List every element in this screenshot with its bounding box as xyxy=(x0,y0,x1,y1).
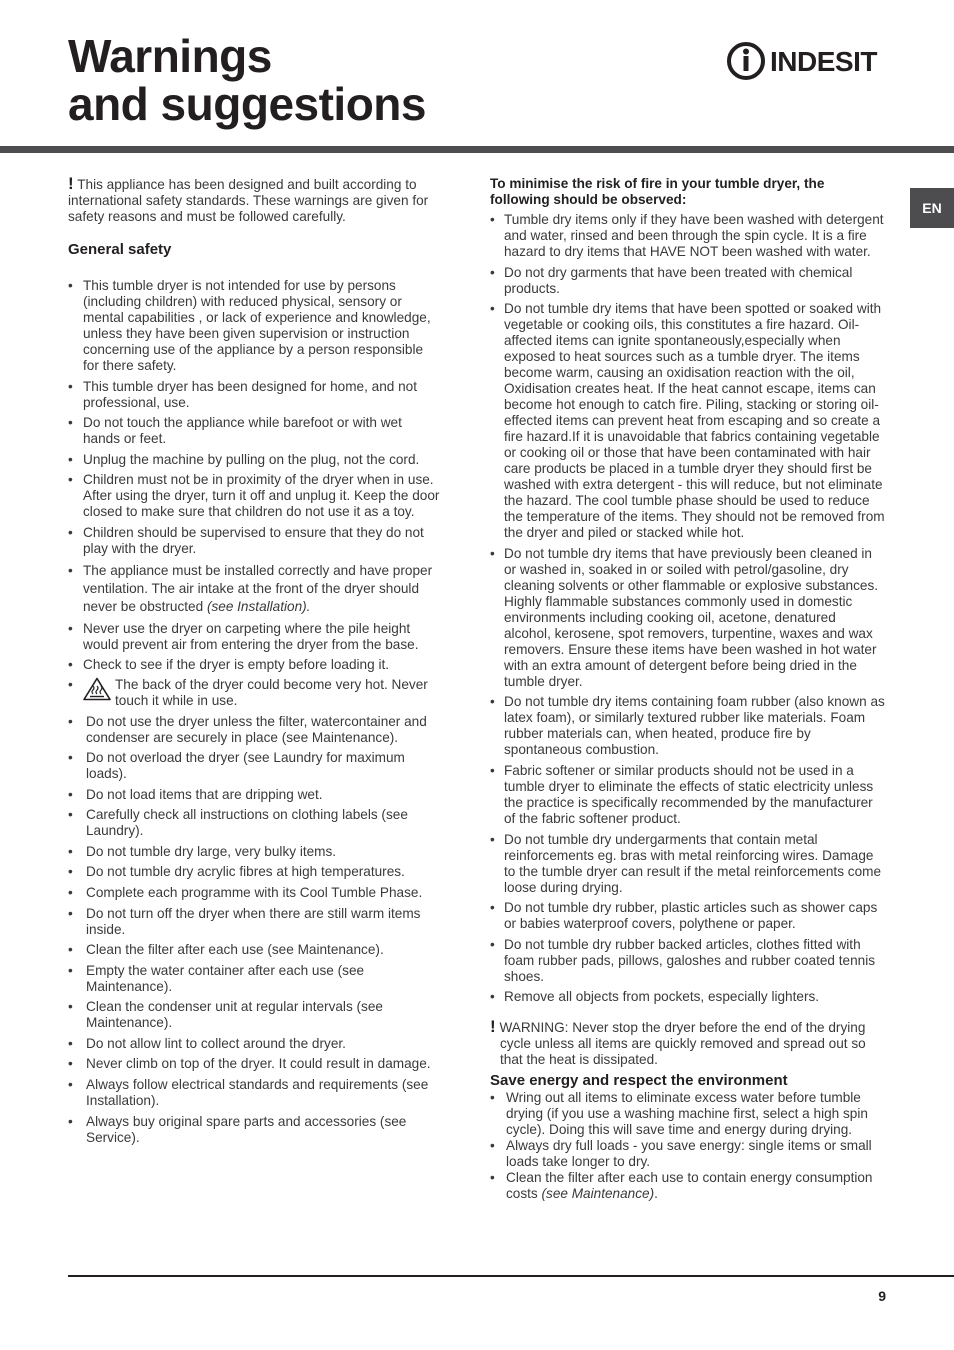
page-title-line-2: and suggestions xyxy=(68,78,426,130)
list-item: • Unplug the machine by pulling on the plug, not the cord. xyxy=(68,452,440,468)
list-item: • Tumble dry items only if they have been washed with detergent and water, rinsed and been through the spin cycle. It is a fire hazard to dry items that HAVE NOT been washed with water. xyxy=(490,212,886,260)
list-item: • This tumble dryer has been designed for home, and not professional, use. xyxy=(68,379,440,411)
list-item: • Clean the condenser unit at regular intervals (see Maintenance). xyxy=(68,999,440,1031)
list-item: • Wring out all items to eliminate excess water before tumble drying (if you use a washing machine first, select a high spin cycle). Doing this will save time and energy during drying. xyxy=(490,1090,886,1138)
list-item: • Do not dry garments that have been treated with chemical products. xyxy=(490,265,886,297)
list-item: • Do not tumble dry rubber, plastic articles such as shower caps or babies waterproof covers, polythene or paper. xyxy=(490,900,886,932)
footer-rule xyxy=(68,1275,954,1277)
energy-last-end: . xyxy=(654,1186,658,1202)
language-tab: EN xyxy=(910,188,954,228)
intro-text: This appliance has been designed and built according to international safety standards. These warnings are given for safety reasons and must be followed carefully. xyxy=(68,177,429,224)
list-item: • Do not load items that are dripping wet. xyxy=(68,787,440,803)
list-item: • Do not tumble dry acrylic fibres at high temperatures. xyxy=(68,864,440,880)
indesit-logo xyxy=(726,40,888,82)
fire-risk-list xyxy=(490,212,886,1005)
fire-risk-heading: To minimise the risk of fire in your tumble dryer, the following should be observed: xyxy=(490,176,825,207)
warning-text: WARNING: Never stop the dryer before the end of the drying cycle unless all items are quickly removed and spread out so that the heat is dissipated. xyxy=(499,1020,866,1068)
list-item: • Do not tumble dry items that have previously been cleaned in or washed in, soaked in or soiled with petrol/gasoline, dry cleaning solvents or other flammable or explosive substances. Highly flammable substances commonly used in domestic environments including cooking oil, acetone, denatured alcohol, kerosene, spot removers, turpentine, waxes and wax removers. Ensure these items have been washed in hot water with an extra amount of detergent before being dried in the tumble dryer. xyxy=(490,546,886,690)
page-title xyxy=(68,32,426,128)
list-item: • Do not tumble dry items that have been spotted or soaked with vegetable or cooking oils, this constitutes a fire hazard. Oil-affected items can ignite spontaneously,especially when exposed to heat sources such as a tumble dryer. The items become warm, causing an oxidisation reaction with the oil, Oxidisation creates heat. If the heat cannot escape, items can become hot enough to catch fire. Piling, stacking or storing oil-effected items can prevent heat from escaping and so create a fire hazard.If it is unavoidable that fabrics containing vegetable or cooking oil or those that have been contaminated with hair care products be placed in a tumble dryer they should first be washed with extra detergent - this will reduce, but not eliminate the hazard. The cool tumble phase should be used to reduce the temperature of the items. They should not be removed from the dryer and piled or stacked while hot. xyxy=(490,301,886,541)
exclamation-icon: ! xyxy=(68,174,74,193)
list-item: • Always dry full loads - you save energy: single items or small loads take longer to dry. xyxy=(490,1138,886,1170)
list-item: • Do not tumble dry undergarments that contain metal reinforcements eg. bras with metal reinforcing wires. Damage to the tumble dryer can result if the metal reinforcements come loose during drying. xyxy=(490,832,886,896)
list-item: • Fabric softener or similar products should not be used in a tumble dryer to eliminate the effects of static electricity unless the practice is specifically recommended by the manufacturer of the fabric softener product. xyxy=(490,763,886,827)
energy-list xyxy=(490,1090,886,1202)
list-item-hot-surface xyxy=(68,677,440,709)
list-item: • Do not tumble dry large, very bulky items. xyxy=(68,844,440,860)
list-item: • Never climb on top of the dryer. It could result in damage. xyxy=(68,1056,440,1072)
list-item: • Always buy original spare parts and accessories (see Service). xyxy=(68,1114,440,1146)
right-column xyxy=(490,176,886,1202)
indesit-logo-icon xyxy=(726,40,888,82)
list-item: • Carefully check all instructions on clothing labels (see Laundry). xyxy=(68,807,440,839)
warning-paragraph xyxy=(490,1019,886,1068)
list-item: • Do not use the dryer unless the filter, watercontainer and condenser are securely in place (see Maintenance). xyxy=(68,714,440,746)
list-item: • Do not overload the dryer (see Laundry for maximum loads). xyxy=(68,750,440,782)
page-number: 9 xyxy=(878,1288,886,1304)
list-item: • Clean the filter after each use (see Maintenance). xyxy=(68,942,440,958)
list-item xyxy=(68,562,440,616)
left-column xyxy=(68,176,440,1146)
list-item xyxy=(490,1170,886,1202)
list-item: • Children should be supervised to ensure that they do not play with the dryer. xyxy=(68,525,440,557)
list-item: • Do not tumble dry rubber backed articles, clothes fitted with foam rubber pads, pillows, galoshes and rubber coated tennis shoes. xyxy=(490,937,886,985)
header-rule xyxy=(0,146,954,153)
list-item: • Never use the dryer on carpeting where the pile height would prevent air from entering the dryer from the base. xyxy=(68,621,440,653)
list-item: • Do not tumble dry items containing foam rubber (also known as latex foam), or similarly textured rubber like materials. Foam rubber materials can, when heated, produce fire by spontaneous combustion. xyxy=(490,694,886,758)
list-item: • Remove all objects from pockets, especially lighters. xyxy=(490,989,886,1005)
hot-surface-text: The back of the dryer could become very hot. Never touch it while in use. xyxy=(115,677,428,708)
ventilation-ref: (see Installation). xyxy=(206,599,311,614)
page-title-line-1: Warnings xyxy=(68,30,272,82)
list-item: • Do not turn off the dryer when there are still warm items inside. xyxy=(68,906,440,938)
intro-paragraph xyxy=(68,176,440,225)
list-item: • Children must not be in proximity of the dryer when in use. After using the dryer, turn it off and unplug it. Keep the door closed to make sure that children do not use it as a toy. xyxy=(68,472,440,520)
exclamation-icon: ! xyxy=(490,1017,496,1037)
brand-name: INDESIT xyxy=(770,46,877,77)
hot-surface-warning-icon xyxy=(83,677,111,701)
list-item: • Do not touch the appliance while barefoot or with wet hands or feet. xyxy=(68,415,440,447)
ventilation-text: The appliance must be installed correctly and have proper ventilation. The air intake at the front of the dryer should never be obstructed xyxy=(83,563,433,614)
list-item: • Empty the water container after each use (see Maintenance). xyxy=(68,963,440,995)
energy-last-ref: (see Maintenance) xyxy=(541,1186,655,1202)
general-safety-heading: General safety xyxy=(68,241,172,258)
energy-last-text: Clean the filter after each use to contain energy consumption costs xyxy=(506,1170,873,1202)
list-item: • This tumble dryer is not intended for use by persons (including children) with reduced physical, sensory or mental capabilities , or lack of experience and knowledge, unless they have been given supervision or instruction concerning use of the appliance by a person responsible for there safety. xyxy=(68,278,440,374)
list-item: • Always follow electrical standards and requirements (see Installation). xyxy=(68,1077,440,1109)
general-safety-list xyxy=(68,278,440,1146)
list-item: • Do not allow lint to collect around the dryer. xyxy=(68,1036,440,1052)
list-item: • Complete each programme with its Cool Tumble Phase. xyxy=(68,885,440,901)
energy-heading: Save energy and respect the environment xyxy=(490,1072,788,1090)
list-item: • Check to see if the dryer is empty before loading it. xyxy=(68,657,440,673)
